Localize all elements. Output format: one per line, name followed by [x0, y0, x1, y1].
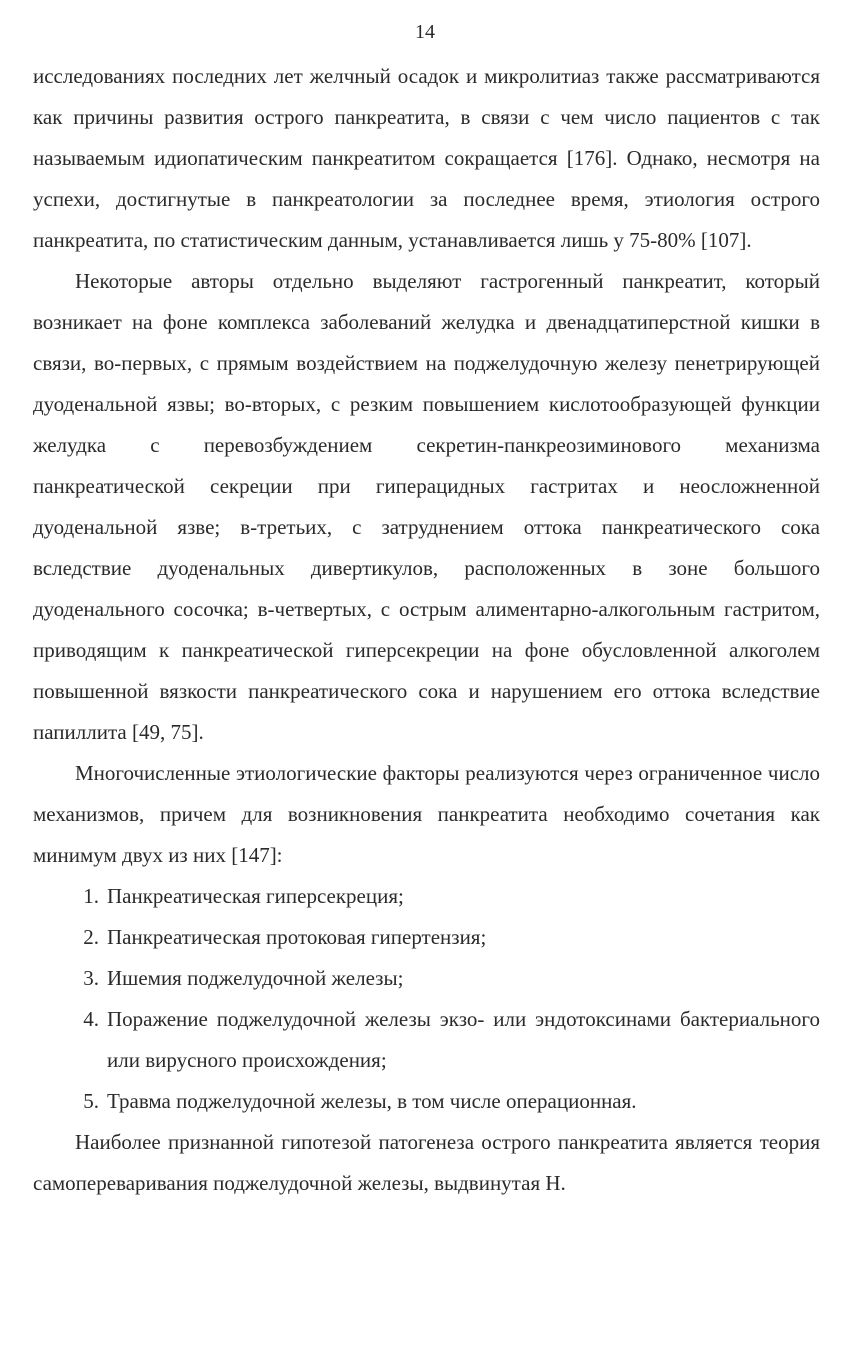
list-item-number: 5.	[83, 1089, 99, 1113]
list-item-text: Панкреатическая протоковая гипертензия;	[107, 925, 487, 949]
list-item-number: 4.	[83, 1007, 99, 1031]
list-item-text: Травма поджелудочной железы, в том числе операционная.	[107, 1089, 637, 1113]
factors-list	[33, 876, 820, 1122]
list-item-text: Поражение поджелудочной железы экзо- или эндотоксинами бактериального или вирусного происхождения;	[107, 1007, 820, 1072]
list-item-number: 1.	[83, 884, 99, 908]
list-item-number: 3.	[83, 966, 99, 990]
paragraph-gastrogenic-pancreatitis: Некоторые авторы отдельно выделяют гастрогенный панкреатит, который возникает на фоне комплекса заболеваний желудка и двенадцатиперстной кишки в связи, во-первых, с прямым воздействием на поджелудочную железу пенетрирующей дуоденальной язвы; во-вторых, с резким повышением кислотообразующей функции желудка с перевозбуждением секретин-панкреозиминового механизма панкреатической секреции при гиперацидных гастритах и неосложненной дуоденальной язве; в-третьих, с затруднением оттока панкреатического сока вследствие дуоденальных дивертикулов, расположенных в зоне большого дуоденального сосочка; в-четвертых, с острым алиментарно-алкогольным гастритом, приводящим к панкреатической гиперсекреции на фоне обусловленной алкоголем повышенной вязкости панкреатического сока и нарушением его оттока вследствие папиллита [49, 75].	[33, 269, 820, 744]
list-item	[33, 1081, 820, 1122]
paragraph-etiological-factors: Многочисленные этиологические факторы реализуются через ограниченное число механизмов, причем для возникновения панкреатита необходимо сочетания как минимум двух из них [147]:	[33, 761, 820, 867]
list-item-text: Панкреатическая гиперсекреция;	[107, 884, 404, 908]
paragraph-continuation: исследованиях последних лет желчный осадок и микролитиаз также рассматриваются как причины развития острого панкреатита, в связи с чем число пациентов с так называемым идиопатическим панкреатитом сокращается [176]. Однако, несмотря на успехи, достигнутые в панкреатологии за последнее время, этиология острого панкреатита, по статистическим данным, устанавливается лишь у 75-80% [107].	[33, 64, 820, 252]
page-number: 14	[415, 21, 435, 43]
list-item	[33, 958, 820, 999]
list-item-number: 2.	[83, 925, 99, 949]
list-item-text: Ишемия поджелудочной железы;	[107, 966, 404, 990]
list-item	[33, 876, 820, 917]
paragraph-pathogenesis: Наиболее признанной гипотезой патогенеза острого панкреатита является теория самопереваривания поджелудочной железы, выдвинутая Н.	[33, 1130, 820, 1195]
list-item	[33, 999, 820, 1081]
list-item	[33, 917, 820, 958]
page-body	[33, 56, 820, 1204]
